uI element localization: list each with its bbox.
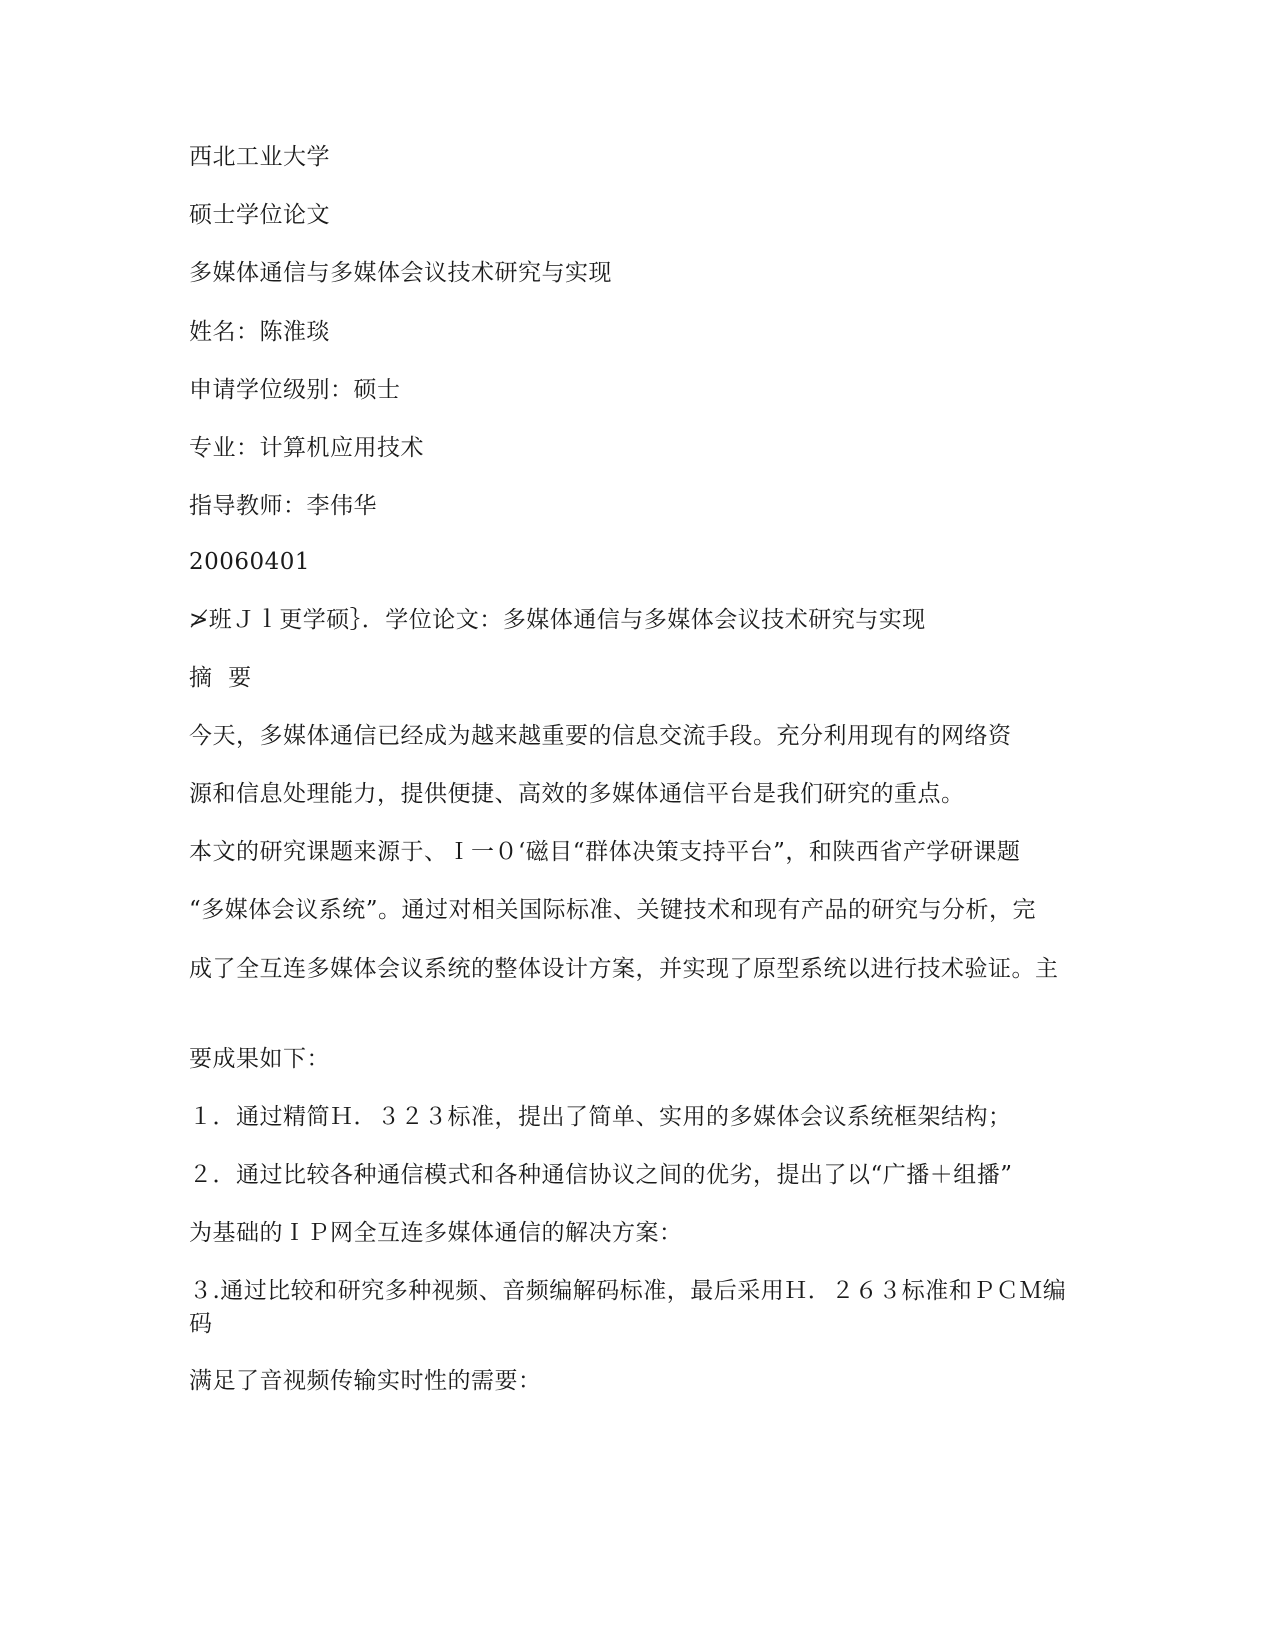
advisor-line: 指导教师：李伟华 [189,493,377,519]
result-item-2: ２．通过比较各种通信模式和各种通信协议之间的优劣，提出了以“广播＋组播” [189,1162,1013,1188]
thesis-date: 20060401 [189,549,311,575]
running-header: ≯班Ｊｌ更学硕｝．学位论文：多媒体通信与多媒体会议技术研究与实现 [189,607,926,633]
major-line: 专业：计算机应用技术 [189,435,424,461]
degree-level-line: 申请学位级别：硕士 [189,377,401,403]
abstract-line-5: 成了全互连多媒体会议系统的整体设计方案，并实现了原型系统以进行技术验证。主 [189,956,1059,982]
result-item-2-cont: 为基础的ＩＰ网全互连多媒体通信的解决方案： [189,1220,683,1246]
abstract-heading: 摘 要 [189,665,252,691]
abstract-line-3: 本文的研究课题来源于、Ｉ一０‘磁目“群体决策支持平台”，和陕西省产学研课题 [189,839,1021,865]
degree-type: 硕士学位论文 [189,202,330,228]
thesis-title: 多媒体通信与多媒体会议技术研究与实现 [189,260,612,286]
result-item-3-cont: 满足了音视频传输实时性的需要： [189,1368,542,1394]
result-item-1: １．通过精简Ｈ．３２３标准，提出了简单、实用的多媒体会议系统框架结构； [189,1104,1012,1130]
abstract-line-6: 要成果如下： [189,1046,330,1072]
university-name: 西北工业大学 [189,144,330,170]
abstract-line-1: 今天，多媒体通信已经成为越来越重要的信息交流手段。充分利用现有的网络资 [189,723,1012,749]
abstract-line-2: 源和信息处理能力，提供便捷、高效的多媒体通信平台是我们研究的重点。 [189,781,965,807]
abstract-line-4: “多媒体会议系统”。通过对相关国际标准、关键技术和现有产品的研究与分析，完 [189,897,1037,923]
author-name-line: 姓名：陈淮琰 [189,319,330,345]
result-item-3: ３.通过比较和研究多种视频、音频编解码标准，最后采用Ｈ．２６３标准和ＰＣＭ编码 [189,1278,1067,1337]
